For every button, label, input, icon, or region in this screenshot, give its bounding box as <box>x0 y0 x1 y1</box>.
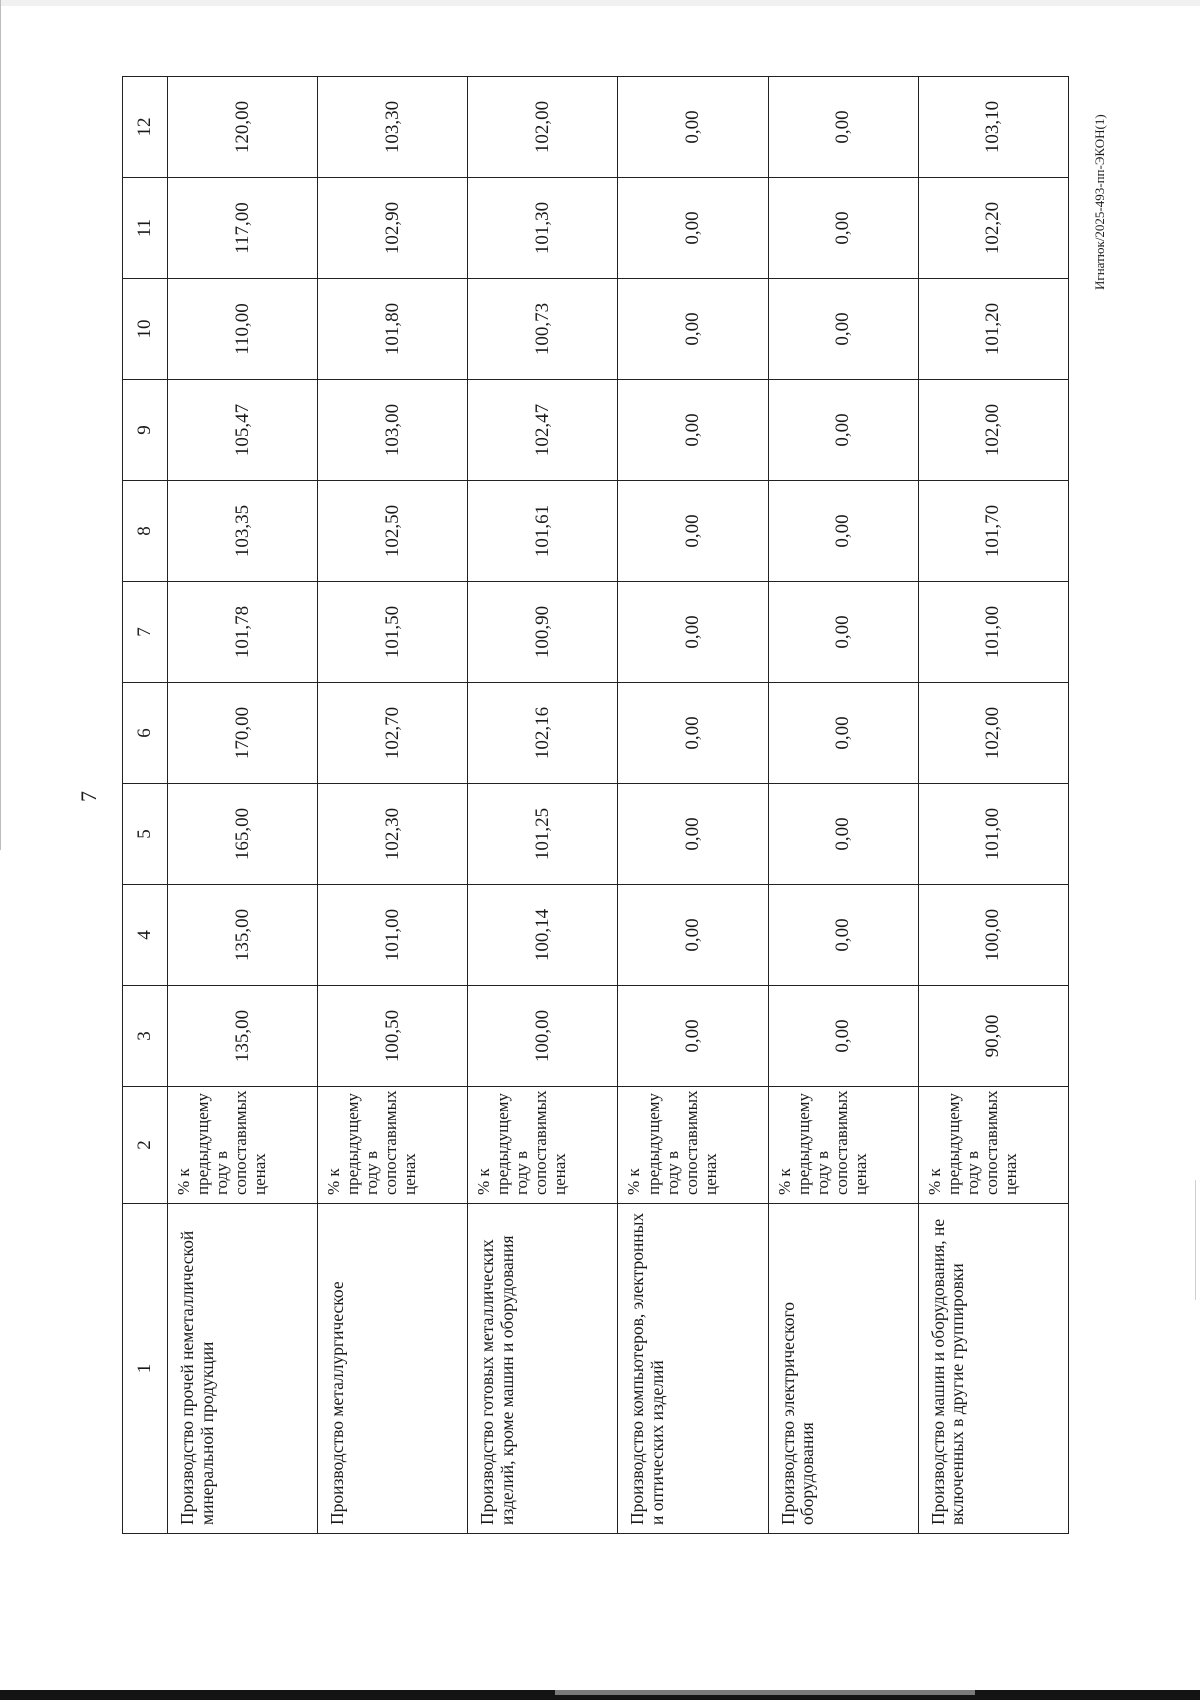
value-cell: 100,14 <box>468 885 618 986</box>
value-cell: 0,00 <box>768 380 918 481</box>
value-cell: 0,00 <box>618 279 768 380</box>
value-cell: 101,70 <box>918 481 1068 582</box>
value-cell: 135,00 <box>168 986 318 1087</box>
value-cell: 102,00 <box>468 77 618 178</box>
value-cell: 103,35 <box>168 481 318 582</box>
table-row <box>618 77 768 1534</box>
column-number: 2 <box>123 1087 168 1204</box>
value-cell: 100,73 <box>468 279 618 380</box>
value-cell: 102,47 <box>468 380 618 481</box>
indicators-table-container <box>122 78 1069 1534</box>
column-number: 4 <box>123 885 168 986</box>
value-cell: 117,00 <box>168 178 318 279</box>
table-row <box>468 77 618 1534</box>
value-cell: 102,30 <box>318 784 468 885</box>
value-cell: 120,00 <box>168 77 318 178</box>
value-cell: 100,00 <box>468 986 618 1087</box>
value-cell: 0,00 <box>618 481 768 582</box>
value-cell: 0,00 <box>618 582 768 683</box>
value-cell: 100,90 <box>468 582 618 683</box>
indicator-name: Производство машин и оборудования, не включенных в другие группировки <box>918 1204 1068 1534</box>
scan-left-edge <box>0 0 1 850</box>
table-row <box>168 77 318 1534</box>
value-cell: 102,70 <box>318 683 468 784</box>
unit-cell: % к предыдущему году в сопоставимых ценах <box>918 1087 1068 1204</box>
indicators-table <box>122 76 1069 1534</box>
column-number: 3 <box>123 986 168 1087</box>
value-cell: 0,00 <box>768 77 918 178</box>
value-cell: 101,78 <box>168 582 318 683</box>
column-number: 10 <box>123 279 168 380</box>
table-row <box>918 77 1068 1534</box>
value-cell: 110,00 <box>168 279 318 380</box>
scan-margin-mark <box>1195 1180 1196 1300</box>
unit-cell: % к предыдущему году в сопоставимых ценах <box>318 1087 468 1204</box>
value-cell: 101,00 <box>918 784 1068 885</box>
unit-cell: % к предыдущему году в сопоставимых ценах <box>168 1087 318 1204</box>
column-number: 8 <box>123 481 168 582</box>
column-number-row <box>123 77 168 1534</box>
table-row <box>768 77 918 1534</box>
value-cell: 0,00 <box>768 986 918 1087</box>
value-cell: 101,25 <box>468 784 618 885</box>
value-cell: 0,00 <box>768 784 918 885</box>
indicator-name: Производство электрического оборудования <box>768 1204 918 1534</box>
column-number: 11 <box>123 178 168 279</box>
value-cell: 0,00 <box>618 178 768 279</box>
value-cell: 165,00 <box>168 784 318 885</box>
indicator-name: Производство металлургическое <box>318 1204 468 1534</box>
value-cell: 102,00 <box>918 683 1068 784</box>
column-number: 6 <box>123 683 168 784</box>
scan-top-shade <box>0 0 1200 6</box>
column-number: 5 <box>123 784 168 885</box>
column-number: 7 <box>123 582 168 683</box>
value-cell: 101,30 <box>468 178 618 279</box>
value-cell: 0,00 <box>618 683 768 784</box>
indicator-name: Производство компьютеров, электронных и оптических изделий <box>618 1204 768 1534</box>
value-cell: 102,90 <box>318 178 468 279</box>
value-cell: 0,00 <box>768 279 918 380</box>
value-cell: 102,50 <box>318 481 468 582</box>
value-cell: 0,00 <box>768 683 918 784</box>
value-cell: 102,00 <box>918 380 1068 481</box>
value-cell: 0,00 <box>768 885 918 986</box>
value-cell: 101,61 <box>468 481 618 582</box>
value-cell: 100,00 <box>918 885 1068 986</box>
value-cell: 101,80 <box>318 279 468 380</box>
value-cell: 102,16 <box>468 683 618 784</box>
value-cell: 101,50 <box>318 582 468 683</box>
value-cell: 101,00 <box>318 885 468 986</box>
value-cell: 90,00 <box>918 986 1068 1087</box>
value-cell: 0,00 <box>768 582 918 683</box>
value-cell: 103,00 <box>318 380 468 481</box>
column-number: 12 <box>123 77 168 178</box>
value-cell: 101,00 <box>918 582 1068 683</box>
value-cell: 103,10 <box>918 77 1068 178</box>
value-cell: 0,00 <box>768 178 918 279</box>
value-cell: 0,00 <box>618 986 768 1087</box>
value-cell: 170,00 <box>168 683 318 784</box>
value-cell: 102,20 <box>918 178 1068 279</box>
table-row <box>318 77 468 1534</box>
column-number: 1 <box>123 1204 168 1534</box>
value-cell: 0,00 <box>768 481 918 582</box>
indicator-name: Производство прочей неметаллической минеральной продукции <box>168 1204 318 1534</box>
column-number: 9 <box>123 380 168 481</box>
value-cell: 100,50 <box>318 986 468 1087</box>
unit-cell: % к предыдущему году в сопоставимых ценах <box>618 1087 768 1204</box>
indicator-name: Производство готовых металлических изделий, кроме машин и оборудования <box>468 1204 618 1534</box>
unit-cell: % к предыдущему году в сопоставимых ценах <box>468 1087 618 1204</box>
scan-bottom-streak <box>555 1690 975 1695</box>
page-number: 7 <box>76 791 101 802</box>
value-cell: 0,00 <box>618 885 768 986</box>
value-cell: 103,30 <box>318 77 468 178</box>
document-reference-footer: Игнатюк/2025-493-пп-ЭКОН(1) <box>1092 114 1107 290</box>
unit-cell: % к предыдущему году в сопоставимых ценах <box>768 1087 918 1204</box>
value-cell: 101,20 <box>918 279 1068 380</box>
value-cell: 0,00 <box>618 380 768 481</box>
value-cell: 135,00 <box>168 885 318 986</box>
value-cell: 0,00 <box>618 77 768 178</box>
value-cell: 0,00 <box>618 784 768 885</box>
value-cell: 105,47 <box>168 380 318 481</box>
